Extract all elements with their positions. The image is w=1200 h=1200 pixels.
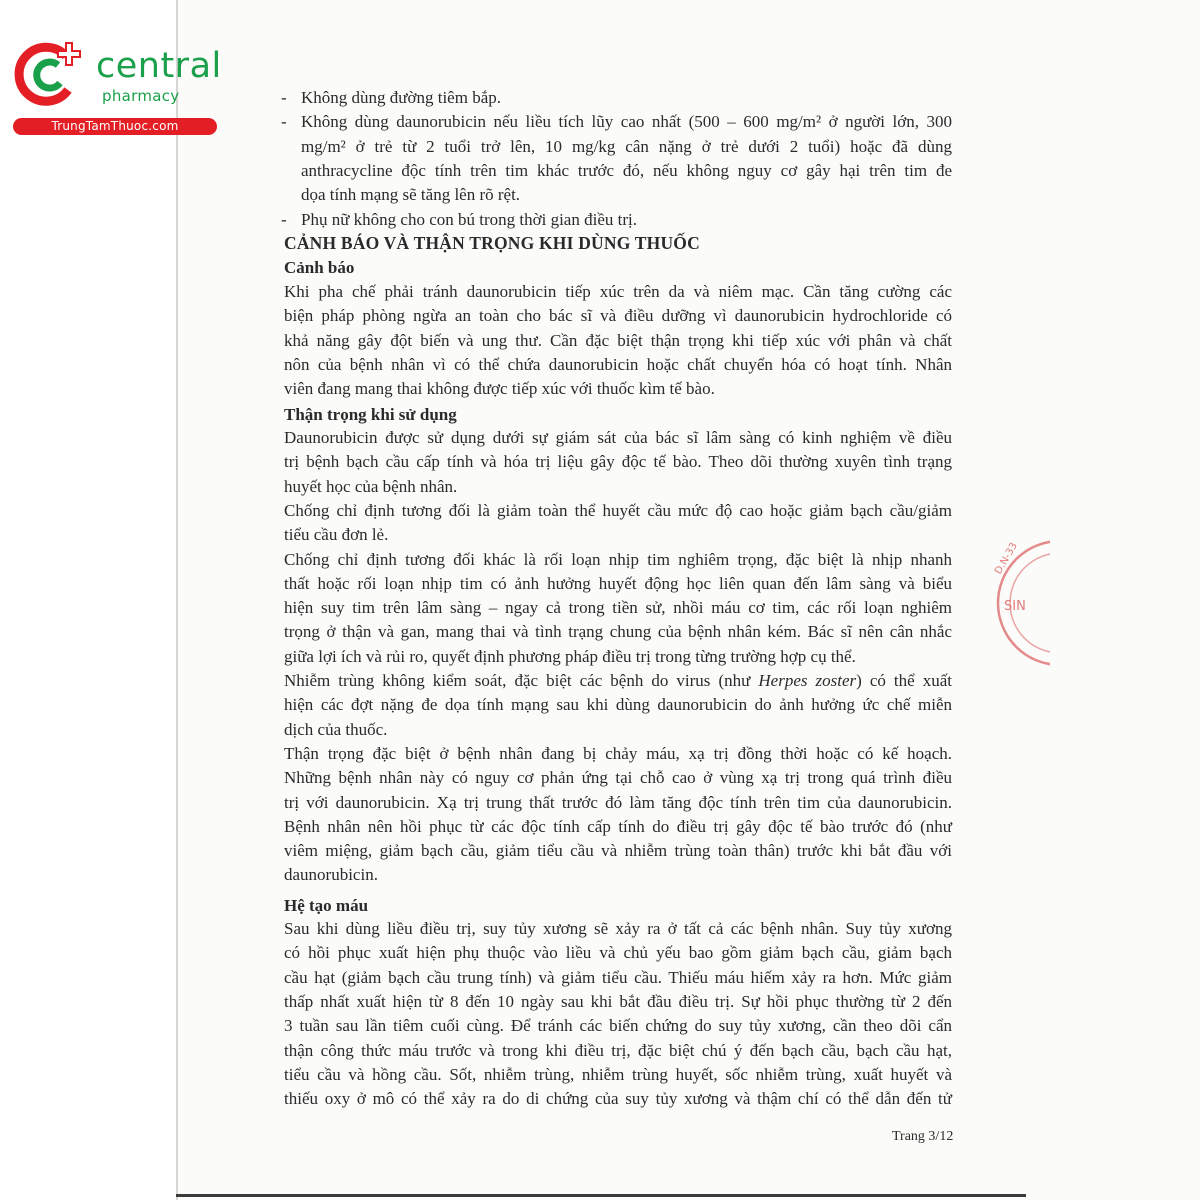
paragraph-line: Những bệnh nhân này có nguy cơ phản ứng tại chỗ cao ở vùng xạ trị trong quá trình điều bbox=[284, 768, 952, 788]
paragraph-line: có hồi phục xuất hiện phụ thuộc vào liều và chủ yếu bao gồm giảm bạch cầu, giảm bạch bbox=[284, 943, 952, 963]
list-bullet: - bbox=[281, 112, 287, 132]
subheading-precautions: Thận trọng khi sử dụng bbox=[284, 405, 457, 424]
section-heading: CẢNH BÁO VÀ THẬN TRỌNG KHI DÙNG THUỐC bbox=[284, 233, 700, 253]
paragraph-line: biện pháp phòng ngừa an toàn cho bác sĩ và điều dưỡng vì daunorubicin hydrochloride có bbox=[284, 306, 952, 326]
svg-text:SIN: SIN bbox=[1004, 599, 1026, 614]
paragraph-line: Khi pha chế phải tránh daunorubicin tiếp xúc trên da và niêm mạc. Cần tăng cường các bbox=[284, 282, 952, 301]
paragraph-line: 3 tuần sau lần tiêm cuối cùng. Để tránh các biến chứng do suy tủy xương, cần theo dõi cẩn bbox=[284, 1016, 952, 1036]
subheading-hematopoietic: Hệ tạo máu bbox=[284, 896, 369, 915]
paragraph-line: dịch của thuốc. bbox=[284, 719, 388, 739]
paragraph-line: khả năng gây đột biến và ung thư. Cần đặc biệt thận trọng khi tiếp xúc với phân và chất bbox=[284, 330, 952, 350]
paragraph-line: tiểu cầu và hồng cầu. Sốt, nhiễm trùng, nhiễm trùng huyết, sốc nhiễm trùng, xuất huyết và bbox=[284, 1064, 952, 1084]
page-number: Trang 3/12 bbox=[892, 1129, 954, 1144]
paragraph-line: thất hoặc rối loạn nhịp tim có ảnh hưởng huyết động học liên quan đến lâm sàng và biểu bbox=[284, 573, 952, 593]
list-item-line: mg/m² ở trẻ từ 2 tuổi trở lên, 10 mg/kg cân nặng ở trẻ dưới 2 tuổi) hoặc đã dùng bbox=[301, 136, 952, 156]
red-stamp-seal bbox=[990, 538, 1050, 668]
paragraph-line: viêm miệng, giảm bạch cầu, giảm tiểu cầu và nhiễm trùng toàn thân) trước khi bắt đầu với bbox=[284, 841, 952, 861]
paragraph-line: Nhiễm trùng không kiểm soát, đặc biệt các bệnh do virus (như Herpes zoster) có thể xuất bbox=[284, 671, 952, 690]
paragraph-line: thận công thức máu trước và trong khi điều trị, đặc biệt chú ý đến bạch cầu, bạch cầu hạt, bbox=[284, 1040, 952, 1060]
brand-website: TrungTamThuoc.com bbox=[13, 118, 217, 135]
list-item-line: Không dùng đường tiêm bắp. bbox=[301, 88, 501, 107]
paragraph-line: cầu hạt (giảm bạch cầu trung tính) và giảm tiểu cầu. Thiếu máu hiếm xảy ra hơn. Mức giảm bbox=[284, 967, 952, 987]
paragraph-line: hiện suy tim trên lâm sàng – ngay cả trong tiền sử, nhồi máu cơ tim, các rối loạn nghiêm bbox=[284, 598, 952, 618]
paragraph-line: trị bệnh bạch cầu cấp tính và hóa trị liệu gây độc tế bào. Theo dõi thường xuyên tình trạng bbox=[284, 452, 952, 472]
list-item-line: Phụ nữ không cho con bú trong thời gian điều trị. bbox=[301, 209, 637, 229]
list-bullet: - bbox=[281, 88, 287, 107]
paragraph-line: Thận trọng đặc biệt ở bệnh nhân đang bị chảy máu, xạ trị đồng thời hoặc có kế hoạch. bbox=[284, 743, 952, 763]
paragraph-line: nôn của bệnh nhân vì có thể chứa daunorubicin hoặc chất chuyển hóa có hoạt tính. Nhân bbox=[284, 354, 952, 374]
paragraph-line: daunorubicin. bbox=[284, 865, 378, 885]
list-item-line: dọa tính mạng sẽ tăng lên rõ rệt. bbox=[301, 185, 521, 205]
paragraph-line: hiện các đợt nặng đe dọa tính mạng sau khi dùng daunorubicin do ảnh hưởng ức chế miễn bbox=[284, 695, 952, 715]
virus-name: Herpes zoster bbox=[758, 671, 857, 690]
paragraph-line: thiếu oxy ở mô có thể xảy ra do di chứng của suy tủy xương và thậm chí có thể dẫn đến tử bbox=[284, 1089, 952, 1109]
paragraph-line: Daunorubicin được sử dụng dưới sự giám sát của bác sĩ lâm sàng có kinh nghiệm về điều bbox=[284, 428, 952, 447]
svg-text:D.N-33: D.N-33 bbox=[993, 540, 1020, 577]
list-item-line: Không dùng daunorubicin nếu liều tích lũy cao nhất (500 – 600 mg/m² ở người lớn, 300 bbox=[301, 112, 952, 132]
list-bullet: - bbox=[281, 209, 287, 229]
brand-subtitle: pharmacy bbox=[102, 87, 180, 105]
paragraph-line: viên đang mang thai không được tiếp xúc với thuốc kìm tế bào. bbox=[284, 379, 715, 399]
paragraph-line: Chống chỉ định tương đối là giảm toàn thể huyết cầu mức độ cao hoặc giảm bạch cầu/giảm bbox=[284, 500, 952, 520]
page-bottom-rule bbox=[176, 1194, 1026, 1197]
list-item-line: anthracycline độc tính trên tim khác trước đó, nếu không nguy cơ gây hại trên tim đe bbox=[301, 160, 952, 180]
paragraph-line: Bệnh nhân nên hồi phục từ các độc tính cấp tính do điều trị gây độc tế bào trước đó (như bbox=[284, 816, 952, 836]
brand-name: central bbox=[96, 46, 222, 86]
paragraph-line: tiểu cầu đơn lẻ. bbox=[284, 525, 389, 545]
paragraph-line: thấp nhất xuất hiện từ 8 đến 10 ngày sau khi bắt đầu điều trị. Sự hồi phục thường từ 2 đến bbox=[284, 991, 952, 1011]
paragraph-line: trọng ở thận và gan, mang thai và tình trạng chung của bệnh nhân kém. Bác sĩ nên cân nhắc bbox=[284, 622, 952, 642]
paragraph-line: giữa lợi ích và rủi ro, quyết định phương pháp điều trị trong từng trường hợp cụ thể. bbox=[284, 646, 856, 666]
subheading-warning: Cảnh báo bbox=[284, 258, 355, 277]
paragraph-line: Sau khi dùng liều điều trị, suy tủy xương sẽ xảy ra ở tất cả các bệnh nhân. Suy tủy xương bbox=[284, 919, 952, 938]
paragraph-line: trị với daunorubicin. Xạ trị trung thất trước đó làm tăng độc tính trên tim của daunorubicin. bbox=[284, 792, 952, 812]
paragraph-line: huyết học của bệnh nhân. bbox=[284, 476, 458, 496]
paragraph-line: Chống chỉ định tương đối khác là rối loạn nhịp tim nghiêm trọng, đặc biệt là nhịp nhanh bbox=[284, 549, 952, 569]
